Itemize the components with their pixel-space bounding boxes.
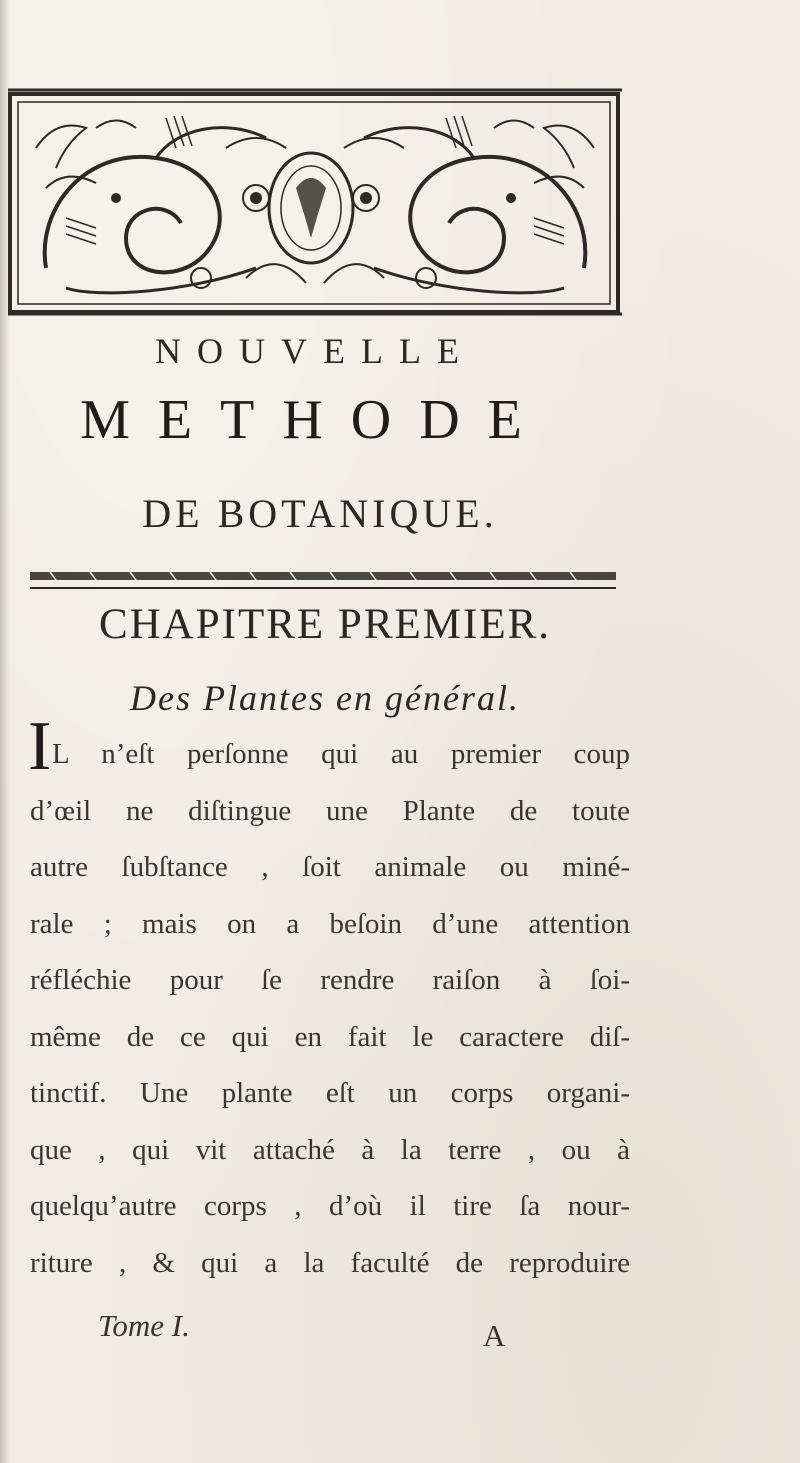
text-line: tinctif. Une plante eſt un corps organi- [30, 1077, 630, 1109]
title-line-de-botanique: DE BOTANIQUE. [142, 491, 498, 536]
text-line-content: L n’eſt perſonne qui au premier coup [52, 738, 630, 770]
text-line: d’œil ne diſtingue une Plante de toute [30, 794, 630, 827]
title-line-methode: METHODE [80, 389, 550, 451]
text-line: riture , & qui a la faculté de reproduire [30, 1246, 630, 1279]
text-line: rale ; mais on a beſoin d’une attention [30, 907, 630, 940]
decorative-rule [30, 568, 616, 596]
chapter-subtitle: Des Plantes en général. [130, 678, 520, 718]
drop-cap: I [28, 708, 52, 785]
text-line: réfléchie pour ſe rendre raiſon à ſoi- [30, 964, 630, 996]
ornamental-headpiece [6, 88, 624, 316]
title-line-nouvelle: NOUVELLE [155, 331, 475, 371]
chapter-title: CHAPITRE PREMIER. [98, 601, 552, 648]
signature-mark: A [483, 1318, 506, 1353]
text-line: quelqu’autre corps , d’où il tire ſa nour- [30, 1190, 630, 1222]
text-line: que , qui vit attaché à la terre , ou à [30, 1133, 630, 1166]
text-line: autre ſubſtance , ſoit animale ou miné- [30, 851, 630, 883]
text-line: même de ce qui en fait le caractere diſ- [30, 1020, 630, 1053]
body-text [28, 708, 630, 1291]
text-line [28, 708, 630, 785]
volume-label: Tome I. [98, 1308, 190, 1343]
